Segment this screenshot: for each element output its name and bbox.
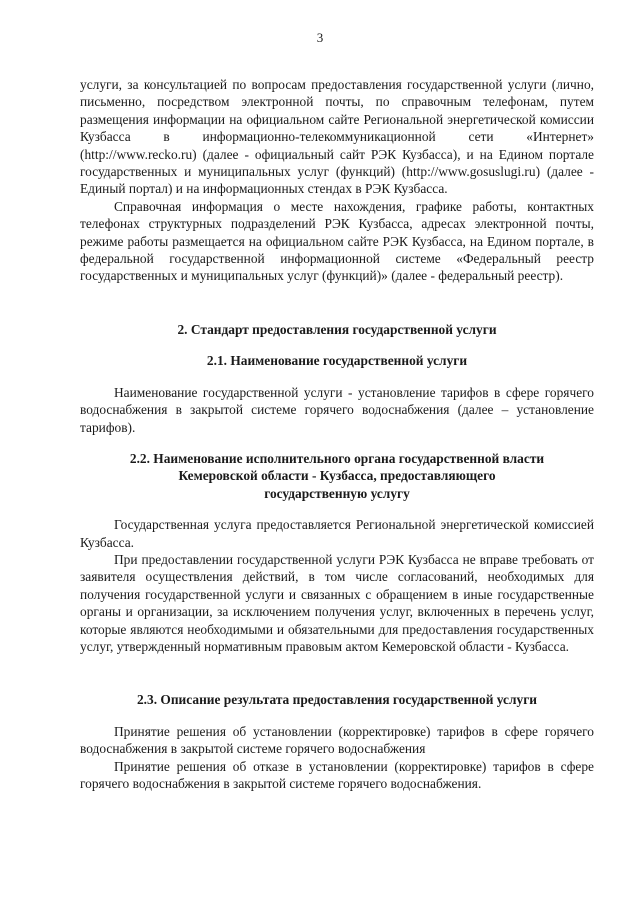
intro-paragraph-2: Справочная информация о месте нахождения, графике работы, контактных телефонах структурных подразделений РЭК Кузбасса, адресах электронной почты, режиме работы размещается на официальном сайте РЭК Кузбасса, на Едином портале, в федеральной государственной информационной системе «Федеральный реестр государственных и муниципальных услуг (функций)» (далее - федеральный реестр). xyxy=(80,198,594,284)
section-2-2-paragraph-2: При предоставлении государственной услуги РЭК Кузбасса не вправе требовать от заявителя осуществления действий, в том числе согласований, необходимых для получения государственной услуги и связанных с обращением в иные государственные органы и организации, за исключением получения услуг, включенных в перечень услуг, которые являются необходимыми и обязательными для предоставления государственных услуг, утвержденный нормативным правовым актом Кемеровской области - Кузбасса. xyxy=(80,551,594,654)
section-2-3-paragraph-2: Принятие решения об отказе в установлении (корректировке) тарифов в сфере горячего водоснабжения в закрытой системе горячего водоснабжения. xyxy=(80,758,594,791)
section-2-3-paragraph-1: Принятие решения об установлении (корректировке) тарифов в сфере горячего водоснабжения в закрытой системе горячего водоснабжения xyxy=(80,723,594,757)
section-2-2-heading xyxy=(80,450,594,502)
section-2-1-heading: 2.1. Наименование государственной услуги xyxy=(206,353,468,369)
section-2-2-heading-line-3: государственную услугу xyxy=(264,485,410,501)
section-2-heading: 2. Стандарт предоставления государственной услуги xyxy=(177,321,497,337)
section-2-3-heading: 2.3. Описание результата предоставления государственной услуги xyxy=(136,692,538,708)
page-number: 3 xyxy=(316,30,324,45)
intro-paragraph-1: услуги, за консультацией по вопросам предоставления государственной услуги (лично, письменно, посредством электронной почты, по справочным телефонам, путем размещения информации на официальном сайте Региональной энергетической комиссии Кузбасса в информационно-телекоммуникационной сети «Интернет» (http://www.recko.ru) (далее - официальный сайт РЭК Кузбасса), и на Едином портале государственных и муниципальных услуг (функций) (http://www.gosuslugi.ru) (далее - Единый портал) и на информационных стендах в РЭК Кузбасса. xyxy=(80,77,594,197)
section-2-2-paragraph-1: Государственная услуга предоставляется Региональной энергетической комиссией Кузбасса. xyxy=(80,517,594,550)
section-2-2-heading-line-1: 2.2. Наименование исполнительного органа государственной власти xyxy=(129,450,545,466)
section-2-2-heading-line-2: Кемеровской области - Кузбасса, предоставляющего xyxy=(178,468,496,484)
document-body xyxy=(80,76,594,792)
section-2-1-paragraph-1: Наименование государственной услуги - установление тарифов в сфере горячего водоснабжения в закрытой системе горячего водоснабжения (далее – установление тарифов). xyxy=(80,384,594,435)
